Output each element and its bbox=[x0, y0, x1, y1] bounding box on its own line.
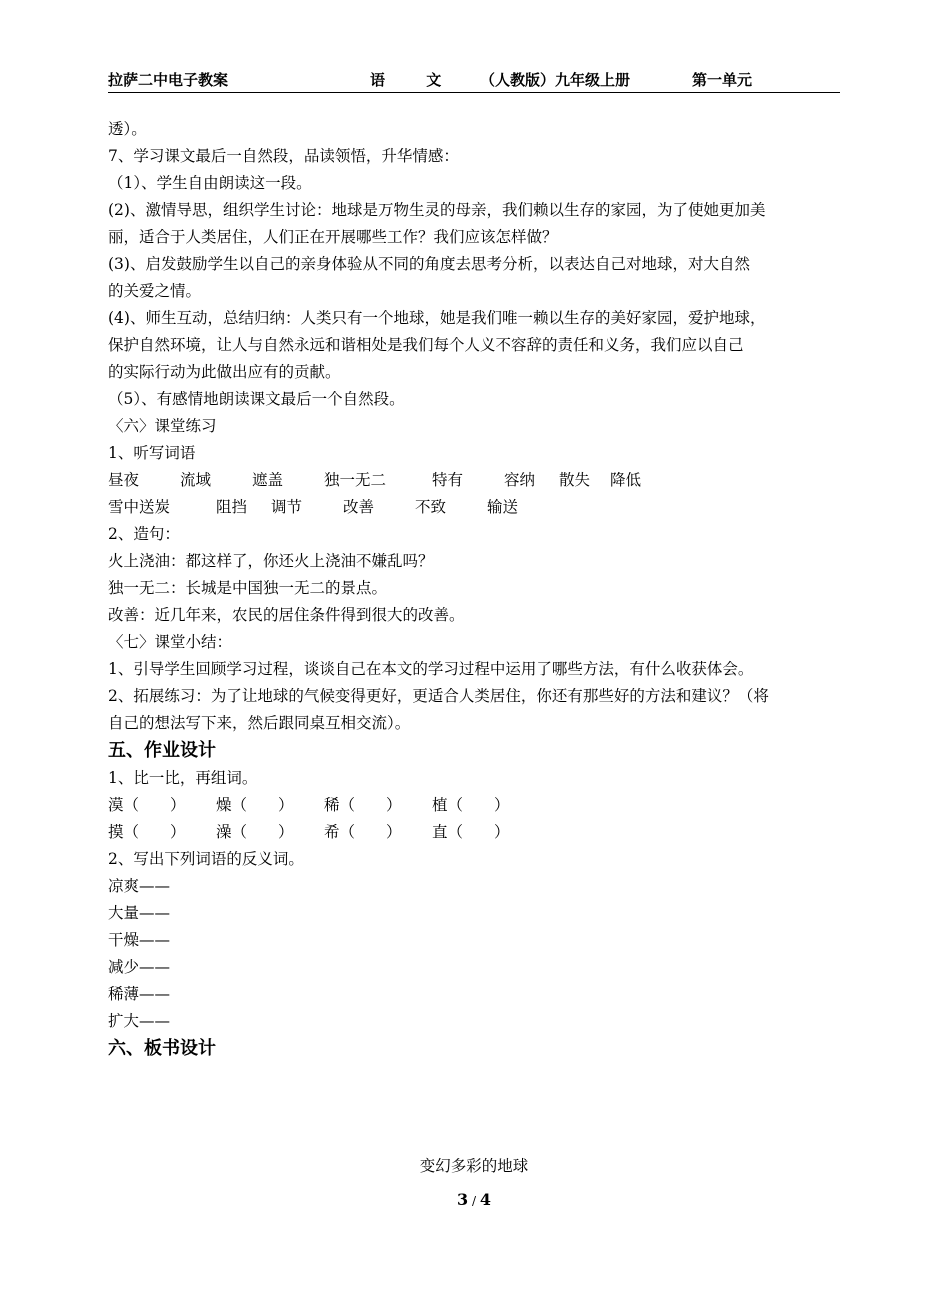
word-item: 散失 bbox=[559, 471, 591, 489]
compare-item: 植（ ） bbox=[432, 796, 510, 814]
dictation-words-row-1 bbox=[108, 467, 848, 494]
antonym-item: 干燥—— bbox=[108, 931, 171, 949]
word-item: 改善 bbox=[343, 498, 375, 516]
text-line: 2、造句： bbox=[108, 525, 180, 543]
header-unit: 第一单元 bbox=[692, 71, 753, 89]
subsection-heading: 〈七〉课堂小结： bbox=[108, 633, 233, 651]
text-line: 透）。 bbox=[108, 120, 147, 138]
text-line: 自己的想法写下来，然后跟同桌互相交流）。 bbox=[108, 714, 411, 732]
page-current: 3 bbox=[457, 1190, 469, 1209]
text-line: 的关爱之情。 bbox=[108, 282, 202, 300]
text-line: 独一无二：长城是中国独一无二的景点。 bbox=[108, 579, 388, 597]
word-item: 雪中送炭 bbox=[108, 498, 171, 516]
word-item: 独一无二 bbox=[324, 471, 387, 489]
header-school: 拉萨二中电子教案 bbox=[108, 71, 229, 89]
word-item: 流域 bbox=[180, 471, 212, 489]
text-line: 1、听写词语 bbox=[108, 444, 196, 462]
text-line: 保护自然环境，让人与自然永远和谐相处是我们每个人义不容辞的责任和义务，我们应以自己 bbox=[108, 336, 744, 354]
antonym-item: 稀薄—— bbox=[108, 985, 171, 1003]
text-line: 火上浇油：都这样了，你还火上浇油不嫌乱吗？ bbox=[108, 552, 434, 570]
text-line: 改善：近几年来，农民的居住条件得到很大的改善。 bbox=[108, 606, 465, 624]
antonym-item: 凉爽—— bbox=[108, 877, 171, 895]
text-line: (2)、激情导思，组织学生讨论：地球是万物生灵的母亲，我们赖以生存的家园，为了使她更加美 bbox=[108, 201, 766, 219]
compare-item: 摸（ ） bbox=[108, 823, 186, 841]
compare-item: 希（ ） bbox=[324, 823, 402, 841]
text-line: 1、引导学生回顾学习过程，谈谈自己在本文的学习过程中运用了哪些方法，有什么收获体会。 bbox=[108, 660, 754, 678]
word-item: 容纳 bbox=[504, 471, 536, 489]
text-line: （1）、学生自由朗读这一段。 bbox=[108, 174, 312, 192]
board-title: 变幻多彩的地球 bbox=[419, 1157, 529, 1175]
document-page bbox=[108, 68, 840, 1209]
word-item: 降低 bbox=[610, 471, 642, 489]
word-item: 调节 bbox=[271, 498, 303, 516]
compare-item: 燥（ ） bbox=[216, 796, 294, 814]
text-line: 7、学习课文最后一自然段，品读领悟，升华情感： bbox=[108, 147, 459, 165]
section-heading-homework: 五、作业设计 bbox=[108, 740, 216, 761]
word-item: 输送 bbox=[487, 498, 519, 516]
compare-item: 稀（ ） bbox=[324, 796, 402, 814]
page-header bbox=[108, 68, 840, 93]
page-number bbox=[108, 1190, 840, 1209]
word-item: 特有 bbox=[432, 471, 464, 489]
compare-item: 澡（ ） bbox=[216, 823, 294, 841]
header-edition: （人教版）九年级上册 bbox=[480, 71, 631, 89]
page-separator: / bbox=[468, 1194, 480, 1208]
compare-item: 漠（ ） bbox=[108, 796, 186, 814]
section-heading-board: 六、板书设计 bbox=[108, 1038, 216, 1059]
word-item: 昼夜 bbox=[108, 471, 140, 489]
compare-row-2 bbox=[108, 819, 848, 846]
text-line: 2、拓展练习：为了让地球的气候变得更好，更适合人类居住，你还有那些好的方法和建议？（将 bbox=[108, 687, 769, 705]
text-line: 丽，适合于人类居住，人们正在开展哪些工作？我们应该怎样做？ bbox=[108, 228, 558, 246]
word-item: 阻挡 bbox=[216, 498, 248, 516]
text-line: (3)、启发鼓励学生以自己的亲身体验从不同的角度去思考分析，以表达自己对地球，对大自然 bbox=[108, 255, 750, 273]
subsection-heading: 〈六〉课堂练习 bbox=[108, 417, 217, 435]
text-line: 1、比一比，再组词。 bbox=[108, 769, 258, 787]
antonym-item: 扩大—— bbox=[108, 1012, 171, 1030]
word-item: 不致 bbox=[415, 498, 447, 516]
document-body bbox=[108, 116, 848, 1063]
word-item: 遮盖 bbox=[252, 471, 284, 489]
text-line: 2、写出下列词语的反义词。 bbox=[108, 850, 304, 868]
header-subject: 语 文 bbox=[370, 71, 460, 89]
compare-row-1 bbox=[108, 792, 848, 819]
page-total: 4 bbox=[479, 1190, 491, 1209]
text-line: （5）、有感情地朗读课文最后一个自然段。 bbox=[108, 390, 405, 408]
antonym-item: 减少—— bbox=[108, 958, 171, 976]
compare-item: 直（ ） bbox=[432, 823, 510, 841]
dictation-words-row-2 bbox=[108, 494, 848, 521]
antonym-item: 大量—— bbox=[108, 904, 171, 922]
text-line: (4)、师生互动，总结归纳：人类只有一个地球，她是我们唯一赖以生存的美好家园，爱护地球， bbox=[108, 309, 766, 327]
text-line: 的实际行动为此做出应有的贡献。 bbox=[108, 363, 341, 381]
